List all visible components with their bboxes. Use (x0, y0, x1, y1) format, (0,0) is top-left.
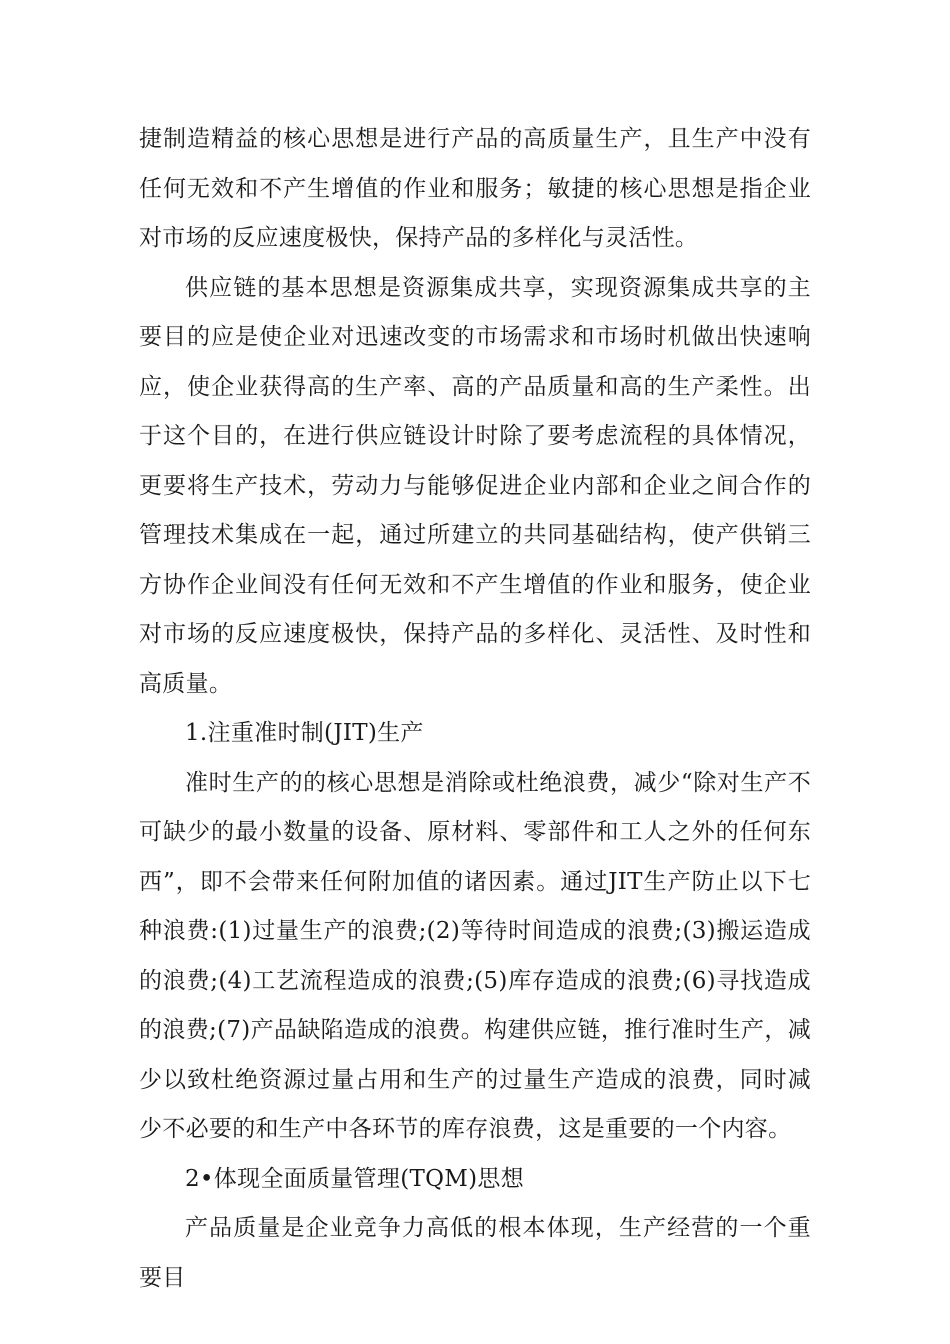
heading-jit-production: 1.注重准时制(JIT)生产 (185, 720, 424, 746)
paragraph-supply-chain-idea: 供应链的基本思想是资源集成共享，实现资源集成共享的主要目的应是使企业对迅速改变的市场需求和市场时机做出快速响应，使企业获得高的生产率、高的产品质量和高的生产柔性。出于这个目的，在进行供应链设计时除了要考虑流程的具体情况，更要将生产技术，劳动力与能够促进企业内部和企业之间合作的管理技术集成在一起，通过所建立的共同基础结构，使产供销三方协作企业间没有任何无效和不产生增值的作业和服务，使企业对市场的反应速度极快，保持产品的多样化、灵活性、及时性和高质量。 (139, 274, 811, 697)
paragraph-jit-core: 准时生产的的核心思想是消除或杜绝浪费，减少“除对生产不可缺少的最小数量的设备、原材料、零部件和工人之外的任何东西”，即不会带来任何附加值的诸因素。通过JIT生产防止以下七种浪费:(1)过量生产的浪费;(2)等待时间造成的浪费;(3)搬运造成的浪费;(4)工艺流程造成的浪费;(5)库存造成的浪费;(6)寻找造成的浪费;(7)产品缺陷造成的浪费。构建供应链，推行准时生产，减少以致杜绝资源过量占用和生产的过量生产造成的浪费，同时减少不必要的和生产中各环节的库存浪费，这是重要的一个内容。 (139, 769, 811, 1142)
paragraph-lean-agile-core: 捷制造精益的核心思想是进行产品的高质量生产，且生产中没有任何无效和不产生增值的作业和服务；敏捷的核心思想是指企业对市场的反应速度极快，保持产品的多样化与灵活性。 (139, 126, 811, 251)
heading-tqm: 2•体现全面质量管理(TQM)思想 (185, 1165, 524, 1192)
paragraph-product-quality: 产品质量是企业竞争力高低的根本体现，生产经营的一个重要目 (139, 1215, 811, 1291)
document-body (139, 115, 811, 1303)
